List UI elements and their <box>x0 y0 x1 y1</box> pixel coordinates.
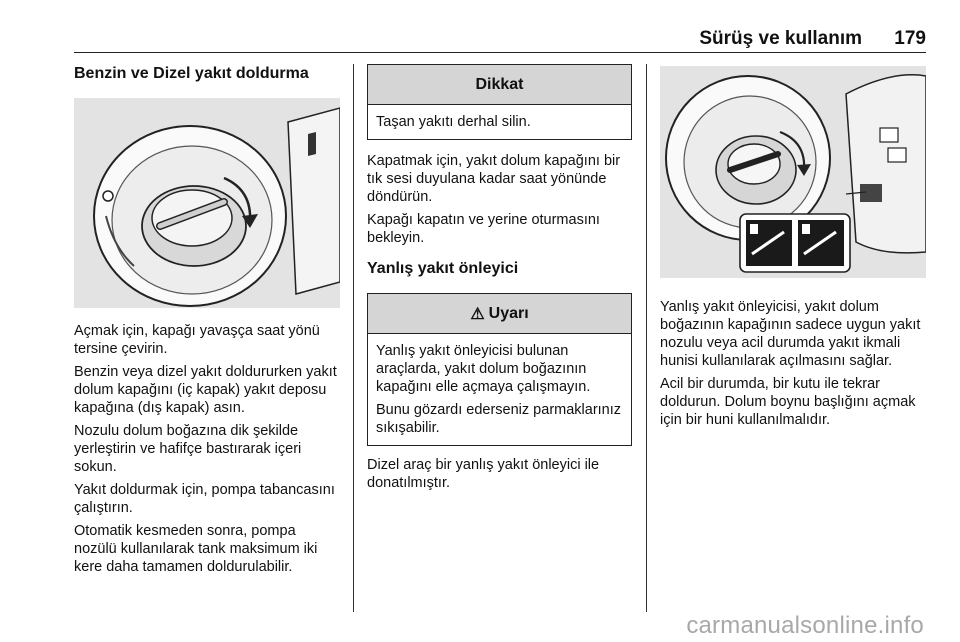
right-column <box>660 64 928 434</box>
fuel-cap-drawing <box>74 98 340 308</box>
caution-body <box>368 105 631 139</box>
column-divider <box>646 64 647 612</box>
warning-heading-text: Uyarı <box>488 304 529 322</box>
paragraph: Dizel araç bir yanlış yakıt önleyici ile donatılmıştır. <box>367 457 600 491</box>
watermark: carmanualsonline.info <box>686 612 924 639</box>
column-divider <box>353 64 354 612</box>
warning-body <box>368 334 631 445</box>
paragraph: Yanlış yakıt önleyicisi, yakıt dolum boğazının kapağının sadece uygun yakıt nozulu veya acil durumda yakıt ikmali hunisi kullanılarak açılmasını sağlar. <box>660 299 921 369</box>
paragraph: Acil bir durumda, bir kutu ile tekrar doldurun. Dolum boynu başlığını açmak için bir huni kullanılmalıdır. <box>660 376 916 428</box>
warning-box <box>367 293 632 446</box>
section-title-misfuel-inhibitor: Yanlış yakıt önleyici <box>367 260 519 277</box>
page-header <box>74 28 926 58</box>
caution-box <box>367 64 632 140</box>
caution-heading-text: Dikkat <box>475 75 524 93</box>
fuel-cap-illustration <box>74 98 340 308</box>
paragraph: Yakıt doldurmak için, pompa tabancasını çalıştırın. <box>74 482 335 516</box>
middle-column <box>367 64 632 497</box>
paragraph: Kapatmak için, yakıt dolum kapağını bir tık sesi duyulana kadar saat yönünde döndürün. <box>367 153 621 205</box>
warning-heading <box>368 294 631 334</box>
warning-paragraph: Yanlış yakıt önleyicisi bulunan araçlarda, yakıt dolum boğazının kapağını elle açmaya çalışmayın. <box>376 343 591 395</box>
paragraph: Kapağı kapatın ve yerine oturmasını bekleyin. <box>367 212 600 246</box>
caution-text: Taşan yakıtı derhal silin. <box>376 114 531 130</box>
caution-heading <box>368 65 631 105</box>
paragraph: Nozulu dolum boğazına dik şekilde yerleştirin ve hafifçe bastırarak içeri sokun. <box>74 423 302 475</box>
running-header-title: Sürüş ve kullanım <box>699 28 862 49</box>
misfuel-inhibitor-illustration <box>660 66 926 278</box>
section-title-fuel-filling: Benzin ve Dizel yakıt doldurma <box>74 65 309 82</box>
misfuel-inhibitor-drawing <box>660 66 926 278</box>
left-column <box>74 64 340 581</box>
paragraph: Açmak için, kapağı yavaşça saat yönü tersine çevirin. <box>74 323 320 357</box>
header-rule <box>74 52 926 53</box>
warning-triangle-icon: ⚠ <box>470 305 485 323</box>
paragraph: Benzin veya dizel yakıt doldururken yakıt dolum kapağını (iç kapak) yakıt deposu kapağına (dış kapak) asın. <box>74 364 337 416</box>
paragraph: Otomatik kesmeden sonra, pompa nozülü kullanılarak tank maksimum iki kere daha tamamen doldurulabilir. <box>74 523 318 575</box>
warning-paragraph: Bunu gözardı ederseniz parmaklarınız sıkışabilir. <box>376 402 622 436</box>
page-number: 179 <box>894 28 926 49</box>
